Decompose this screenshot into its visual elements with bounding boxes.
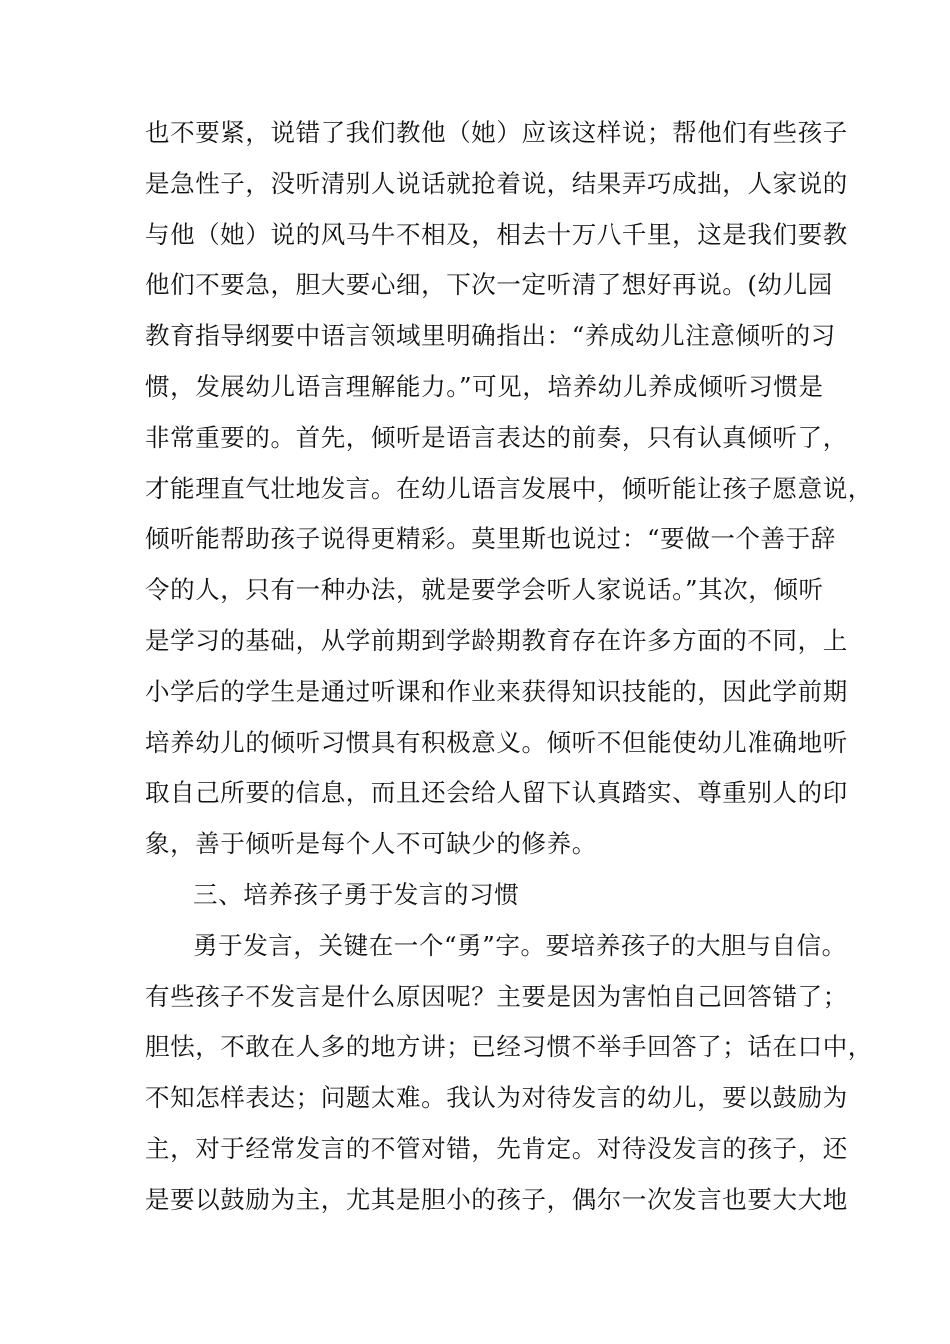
text-line: 不知怎样表达；问题太难。我认为对待发言的幼儿，要以鼓励为 [145, 1083, 848, 1113]
text-line: 倾听能帮助孩子说得更精彩。莫里斯也说过：“要做一个善于辞 [145, 524, 836, 554]
text-line: 也不要紧，说错了我们教他（她）应该这样说；帮他们有些孩子 [145, 118, 848, 147]
text-line: 是急性子，没听清别人说话就抢着说，结果弄巧成拙，人家说的 [145, 168, 848, 198]
text-line: 是要以鼓励为主，尤其是胆小的孩子，偶尔一次发言也要大大地 [145, 1184, 848, 1214]
text-line: 胆怯，不敢在人多的地方讲；已经习惯不举手回答了；话在口中， [145, 1032, 873, 1062]
text-line: 象，善于倾听是每个人不可缺少的修养。 [145, 829, 597, 859]
text-line: 取自己所要的信息，而且还会给人留下认真踏实、尊重别人的印 [145, 778, 848, 808]
text-line: 勇于发言，关键在一个“勇”字。要培养孩子的大胆与自信。 [193, 930, 847, 960]
text-line: 教育指导纲要中语言领域里明确指出：“养成幼儿注意倾听的习 [145, 321, 836, 351]
text-line: 是学习的基础，从学前期到学龄期教育存在许多方面的不同，上 [145, 625, 848, 655]
text-line: 主，对于经常发言的不管对错，先肯定。对待没发言的孩子，还 [145, 1133, 848, 1163]
text-line: 小学后的学生是通过听课和作业来获得知识技能的，因此学前期 [145, 676, 848, 706]
body-text [145, 108, 873, 1226]
text-line: 与他（她）说的风马牛不相及，相去十万八千里，这是我们要教 [145, 219, 848, 249]
text-line: 非常重要的。首先，倾听是语言表达的前奏，只有认真倾听了， [145, 422, 848, 452]
text-line: 令的人，只有一种办法，就是要学会听人家说话。”其次，倾听 [145, 575, 824, 605]
text-line: 惯，发展幼儿语言理解能力。”可见，培养幼儿养成倾听习惯是 [145, 371, 824, 401]
text-line: 才能理直气壮地发言。在幼儿语言发展中，倾听能让孩子愿意说， [145, 473, 873, 503]
text-line: 他们不要急，胆大要心细，下次一定听清了想好再说。(幼儿园 [145, 270, 833, 300]
text-line: 有些孩子不发言是什么原因呢？主要是因为害怕自己回答错了； [145, 981, 848, 1011]
section-heading: 三、培养孩子勇于发言的习惯 [193, 879, 520, 909]
text-line: 培养幼儿的倾听习惯具有积极意义。倾听不但能使幼儿准确地听 [145, 727, 848, 757]
